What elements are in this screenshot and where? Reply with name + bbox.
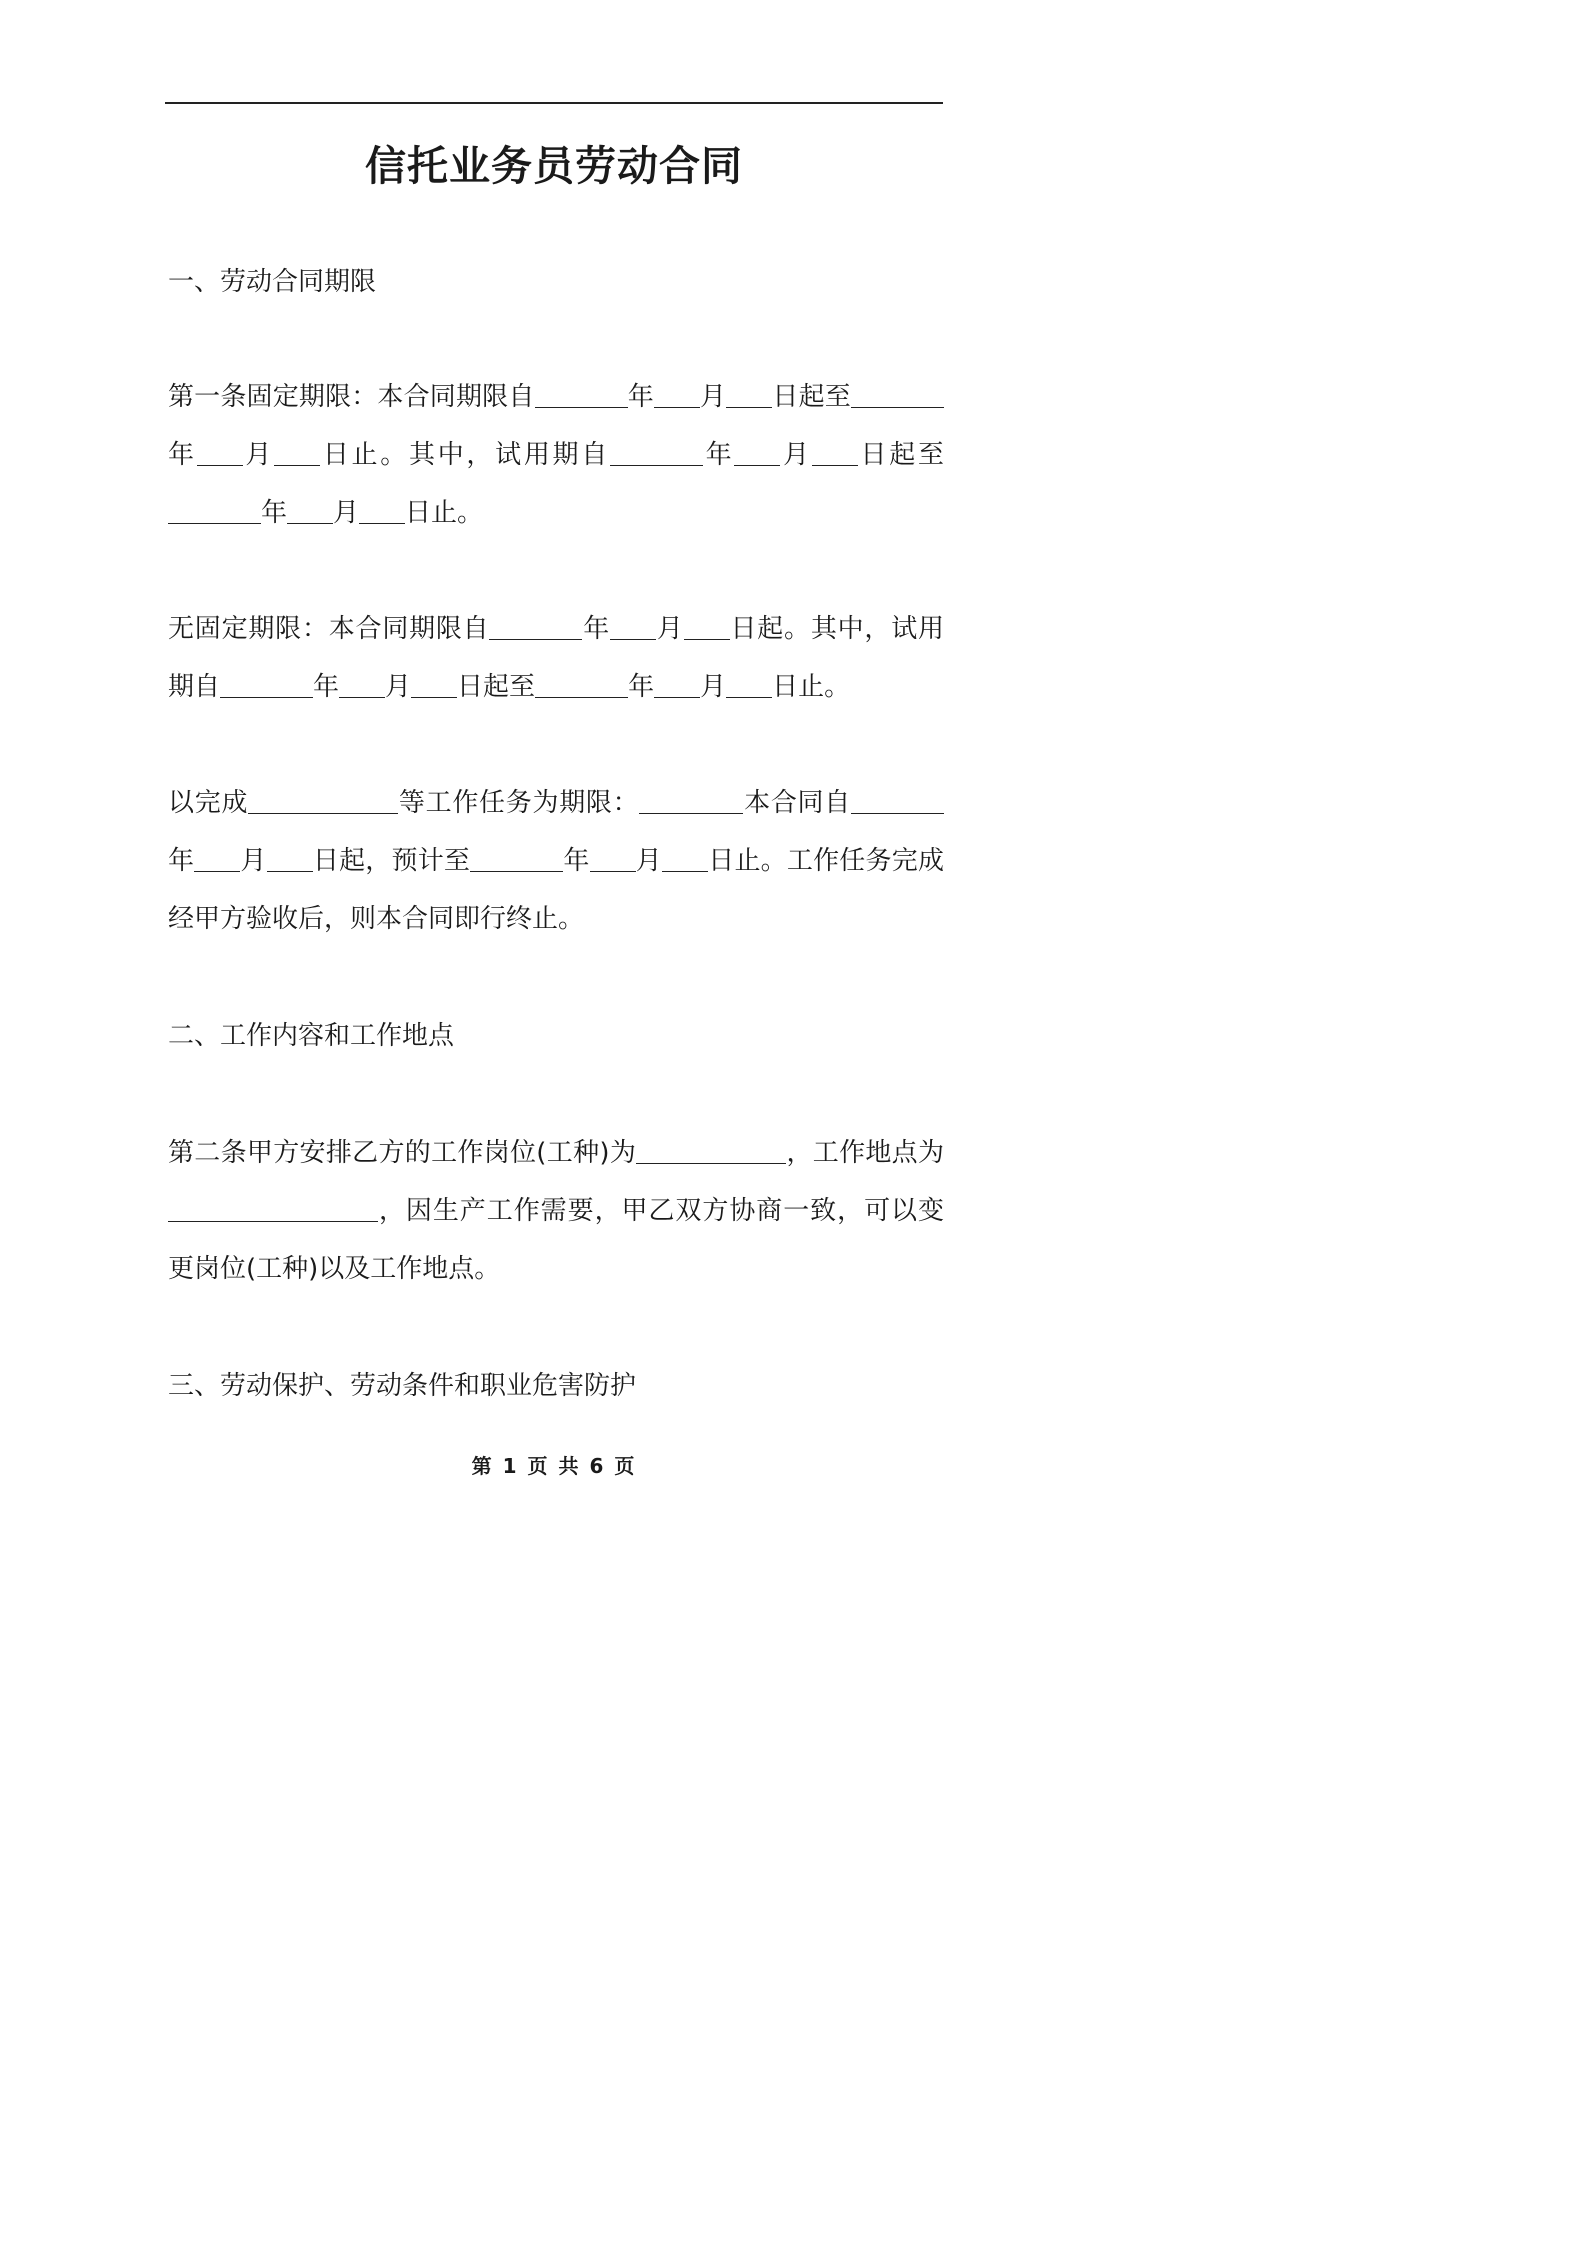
clause-work-location bbox=[168, 1124, 944, 1298]
fill-blank[interactable] bbox=[489, 612, 582, 640]
clause-text: 年 bbox=[261, 498, 288, 528]
clause-text: 日止。其中，试用期自 bbox=[320, 440, 610, 470]
fill-blank[interactable] bbox=[851, 380, 944, 408]
fill-blank[interactable] bbox=[535, 380, 628, 408]
fill-blank[interactable] bbox=[590, 844, 636, 872]
fill-blank[interactable] bbox=[851, 786, 944, 814]
clause-text: 日起至 bbox=[772, 382, 851, 412]
clause-text: 年 bbox=[582, 614, 611, 644]
fill-blank[interactable] bbox=[197, 438, 243, 466]
fill-blank[interactable] bbox=[470, 844, 563, 872]
fill-blank[interactable] bbox=[267, 844, 313, 872]
clause-text: 日起至 bbox=[857, 440, 944, 470]
clause-text: 月 bbox=[656, 614, 684, 644]
clause-text: 日起。其中，试用期自 bbox=[168, 614, 944, 702]
clause-text: 年 bbox=[628, 672, 655, 702]
clause-text: ，工作地点为 bbox=[786, 1138, 944, 1168]
clause-text: 本合同自 bbox=[743, 788, 851, 818]
fill-blank[interactable] bbox=[287, 496, 333, 524]
clause-text: 年 bbox=[702, 440, 735, 470]
clause-text: 月 bbox=[780, 440, 812, 470]
clause-text: 日起至 bbox=[457, 672, 536, 702]
clause-text: 等工作任务为期限： bbox=[398, 788, 640, 818]
clause-text: 月 bbox=[333, 498, 360, 528]
section-heading-work: 二、工作内容和工作地点 bbox=[168, 1021, 455, 1051]
clause-text: 年 bbox=[627, 382, 654, 412]
clause-text: 第二条甲方安排乙方的工作岗位(工种)为 bbox=[168, 1138, 637, 1168]
fill-blank[interactable] bbox=[168, 496, 261, 524]
clause-fixed-term bbox=[168, 368, 944, 542]
fill-blank[interactable] bbox=[654, 670, 700, 698]
clause-text: 年 bbox=[563, 846, 590, 876]
fill-blank[interactable] bbox=[726, 380, 772, 408]
clause-task-term bbox=[168, 774, 944, 948]
fill-blank[interactable] bbox=[610, 612, 656, 640]
fill-blank[interactable] bbox=[359, 496, 405, 524]
clause-text: 日止。工作任务完成经甲方验收后，则本合同即行终止。 bbox=[168, 846, 944, 934]
clause-text: 日止。 bbox=[405, 498, 484, 528]
clause-text: ，因生产工作需要，甲乙双方协商一致，可以变更岗位(工种)以及工作地点。 bbox=[168, 1196, 944, 1284]
clause-text: 无固定期限：本合同期限自 bbox=[168, 614, 490, 644]
clause-text: 月 bbox=[635, 846, 663, 876]
clause-text: 月 bbox=[699, 382, 727, 412]
clause-text: 以完成 bbox=[168, 788, 249, 818]
fill-blank[interactable] bbox=[535, 670, 628, 698]
clause-text: 月 bbox=[385, 672, 412, 702]
section-heading-protection: 三、劳动保护、劳动条件和职业危害防护 bbox=[168, 1371, 637, 1401]
fill-blank[interactable] bbox=[636, 1136, 786, 1164]
fill-blank[interactable] bbox=[411, 670, 457, 698]
fill-blank[interactable] bbox=[639, 786, 743, 814]
fill-blank[interactable] bbox=[684, 612, 730, 640]
fill-blank[interactable] bbox=[662, 844, 708, 872]
fill-blank[interactable] bbox=[168, 1194, 378, 1222]
clause-text: 月 bbox=[700, 672, 727, 702]
clause-text: 月 bbox=[242, 440, 275, 470]
clause-text: 年 bbox=[168, 440, 197, 470]
clause-text: 年 bbox=[168, 846, 195, 876]
fill-blank[interactable] bbox=[274, 438, 320, 466]
fill-blank[interactable] bbox=[194, 844, 240, 872]
fill-blank[interactable] bbox=[812, 438, 858, 466]
fill-blank[interactable] bbox=[734, 438, 780, 466]
clause-text: 日起，预计至 bbox=[312, 846, 471, 876]
document-title: 信托业务员劳动合同 bbox=[365, 142, 743, 190]
fill-blank[interactable] bbox=[726, 670, 772, 698]
clause-text: 月 bbox=[240, 846, 267, 876]
fill-blank[interactable] bbox=[610, 438, 703, 466]
clause-text: 第一条固定期限：本合同期限自 bbox=[168, 382, 535, 412]
fill-blank[interactable] bbox=[339, 670, 385, 698]
fill-blank[interactable] bbox=[248, 786, 398, 814]
header-rule bbox=[165, 102, 943, 104]
clause-text: 日止。 bbox=[772, 672, 851, 702]
clause-text: 年 bbox=[313, 672, 340, 702]
fill-blank[interactable] bbox=[654, 380, 700, 408]
page-number-footer: 第 1 页 共 6 页 bbox=[471, 1454, 637, 1478]
fill-blank[interactable] bbox=[220, 670, 313, 698]
clause-open-term bbox=[168, 600, 944, 716]
section-heading-term: 一、劳动合同期限 bbox=[168, 267, 377, 297]
